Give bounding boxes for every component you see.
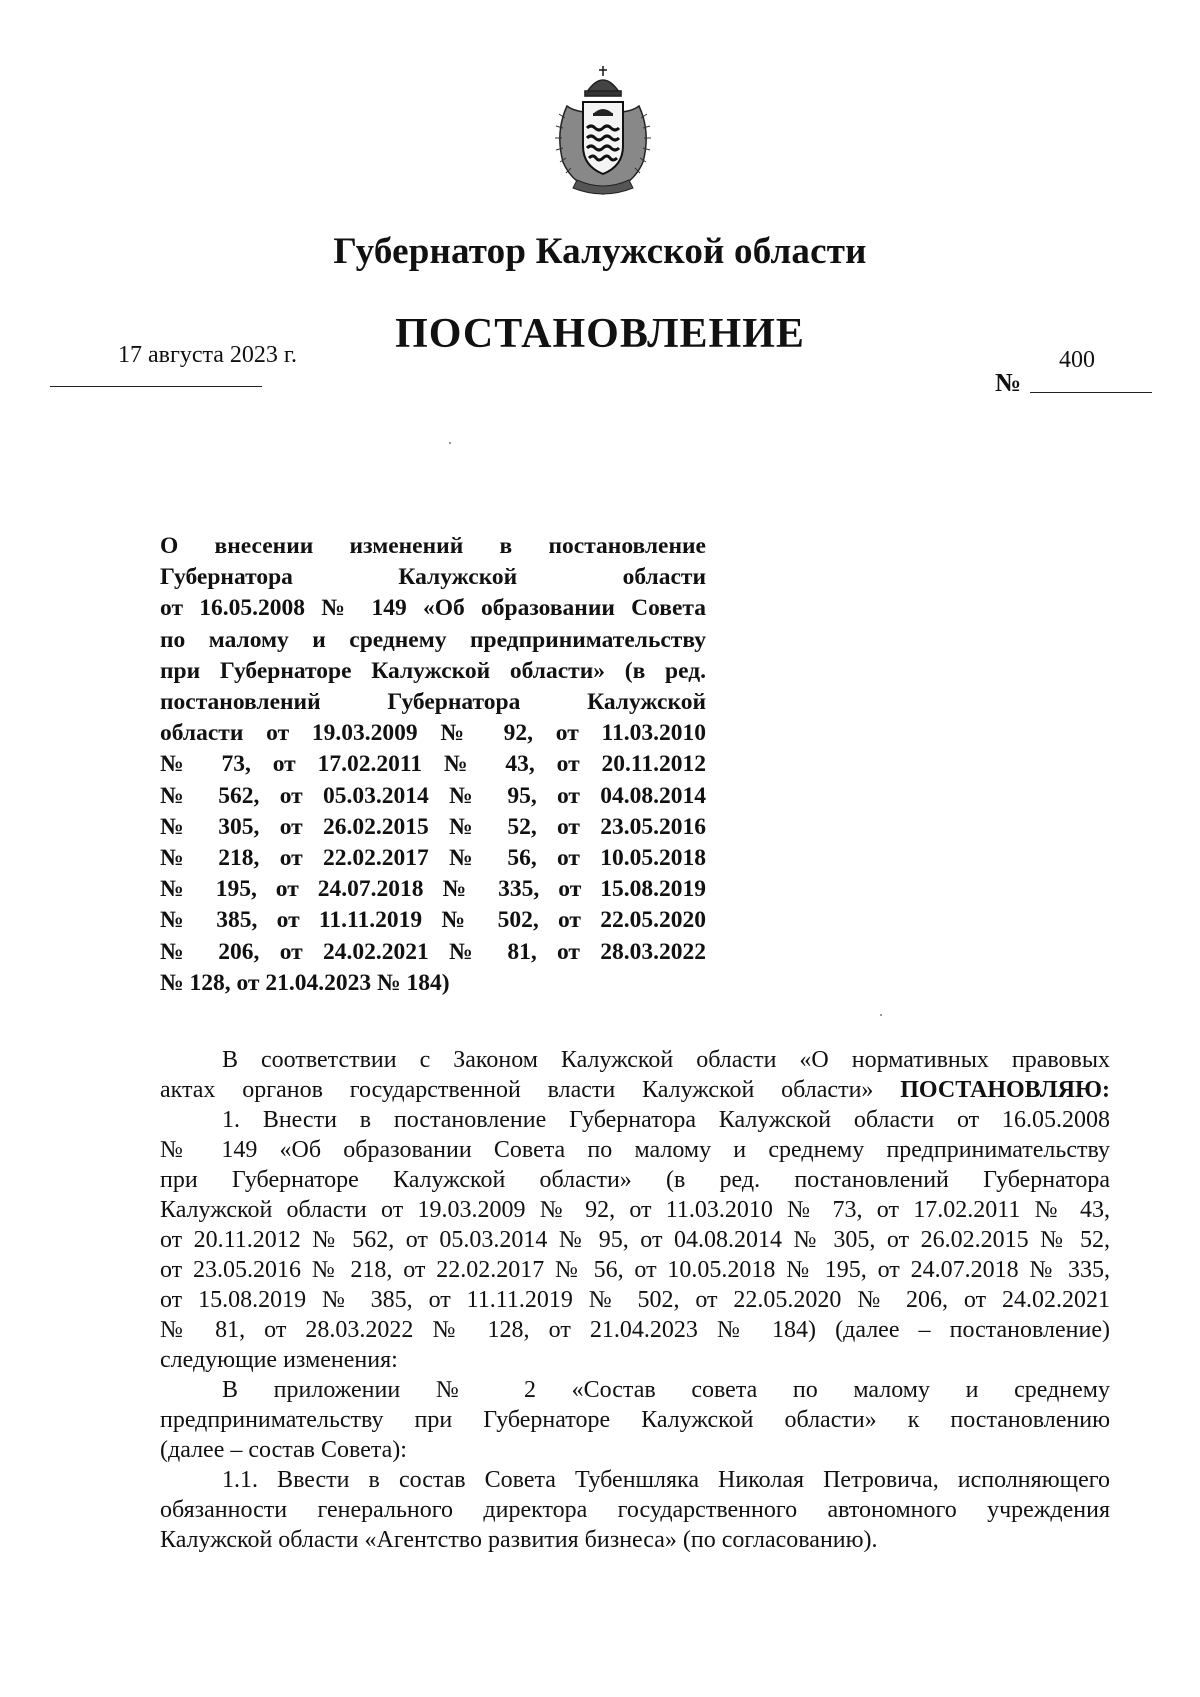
preamble-line: В соответствии с Законом Калужской области «О нормативных правовых (222, 1047, 1110, 1073)
document-body (160, 1045, 1110, 1555)
title-line: № 195, от 24.07.2018 № 335, от 15.08.2019 (160, 876, 706, 903)
document-type: ПОСТАНОВЛЕНИЕ (395, 311, 805, 357)
title-line: № 562, от 05.03.2014 № 95, от 04.08.2014 (160, 782, 706, 809)
decree-word: ПОСТАНОВЛЯЮ: (900, 1077, 1110, 1103)
title-line: по малому и среднему предпринимательству (160, 626, 706, 653)
title-line: № 218, от 22.02.2017 № 56, от 10.05.2018 (160, 845, 706, 872)
title-line: О внесении изменений в постановление (160, 533, 706, 559)
document-number: 400 (1059, 347, 1095, 373)
paragraph-2-line: (далее – состав Совета): (160, 1437, 407, 1463)
date-underline (50, 386, 262, 387)
title-line: № 73, от 17.02.2011 № 43, от 20.11.2012 (160, 751, 706, 778)
issuing-authority: Губернатор Калужской области (333, 231, 867, 272)
paragraph-1-line: от 15.08.2019 № 385, от 11.11.2019 № 502, от 22.05.2020 № 206, от 24.02.2021 (160, 1287, 1110, 1313)
paragraph-1-line: № 149 «Об образовании Совета по малому и среднему предпринимательству (160, 1137, 1110, 1163)
title-line: № 385, от 11.11.2019 № 502, от 22.05.2020 (160, 907, 706, 934)
preamble-text: актах органов государственной власти Калужской области» (160, 1077, 874, 1103)
number-underline (1030, 392, 1152, 393)
paragraph-1-line: от 23.05.2016 № 218, от 22.02.2017 № 56, от 10.05.2018 № 195, от 24.07.2018 № 335, (160, 1257, 1110, 1283)
paragraph-1-line: № 81, от 28.03.2022 № 128, от 21.04.2023 № 184) (далее – постановление) (160, 1317, 1110, 1343)
title-line: от 16.05.2008 № 149 «Об образовании Совета (160, 595, 706, 622)
paragraph-3-line: обязанности генерального директора государственного автономного учреждения (160, 1497, 1110, 1523)
scan-speck (449, 442, 451, 444)
title-line: № 206, от 24.02.2021 № 81, от 28.03.2022 (160, 938, 706, 965)
title-line: постановлений Губернатора Калужской (160, 689, 706, 716)
title-line: № 305, от 26.02.2015 № 52, от 23.05.2016 (160, 813, 706, 840)
paragraph-3-line: 1.1. Ввести в состав Совета Тубеншляка Николая Петровича, исполняющего (222, 1467, 1110, 1493)
paragraph-1-line: от 20.11.2012 № 562, от 05.03.2014 № 95, от 04.08.2014 № 305, от 26.02.2015 № 52, (160, 1227, 1110, 1253)
paragraph-2-line: В приложении № 2 «Состав совета по малому и среднему (222, 1377, 1110, 1403)
title-line: области от 19.03.2009 № 92, от 11.03.2010 (160, 720, 706, 747)
paragraph-1-line: следующие изменения: (160, 1347, 398, 1373)
coat-of-arms-icon (549, 62, 657, 198)
paragraph-1-line: Калужской области от 19.03.2009 № 92, от 11.03.2010 № 73, от 17.02.2011 № 43, (160, 1197, 1110, 1223)
paragraph-1-line: 1. Внести в постановление Губернатора Калужской области от 16.05.2008 (222, 1107, 1110, 1133)
paragraph-2-line: предпринимательству при Губернаторе Калужской области» к постановлению (160, 1407, 1110, 1433)
document-date: 17 августа 2023 г. (118, 342, 298, 368)
preamble-line (160, 1075, 1110, 1105)
paragraph-1-line: при Губернаторе Калужской области» (в ред. постановлений Губернатора (160, 1167, 1110, 1193)
document-title (160, 531, 706, 999)
title-line: № 128, от 21.04.2023 № 184) (160, 969, 450, 996)
paragraph-3-line: Калужской области «Агентство развития бизнеса» (по согласованию). (160, 1527, 878, 1553)
scan-speck (880, 1014, 882, 1016)
number-sign: № (995, 368, 1022, 397)
title-line: Губернатора Калужской области (160, 564, 706, 591)
title-line: при Губернаторе Калужской области» (в ред. (160, 657, 706, 684)
